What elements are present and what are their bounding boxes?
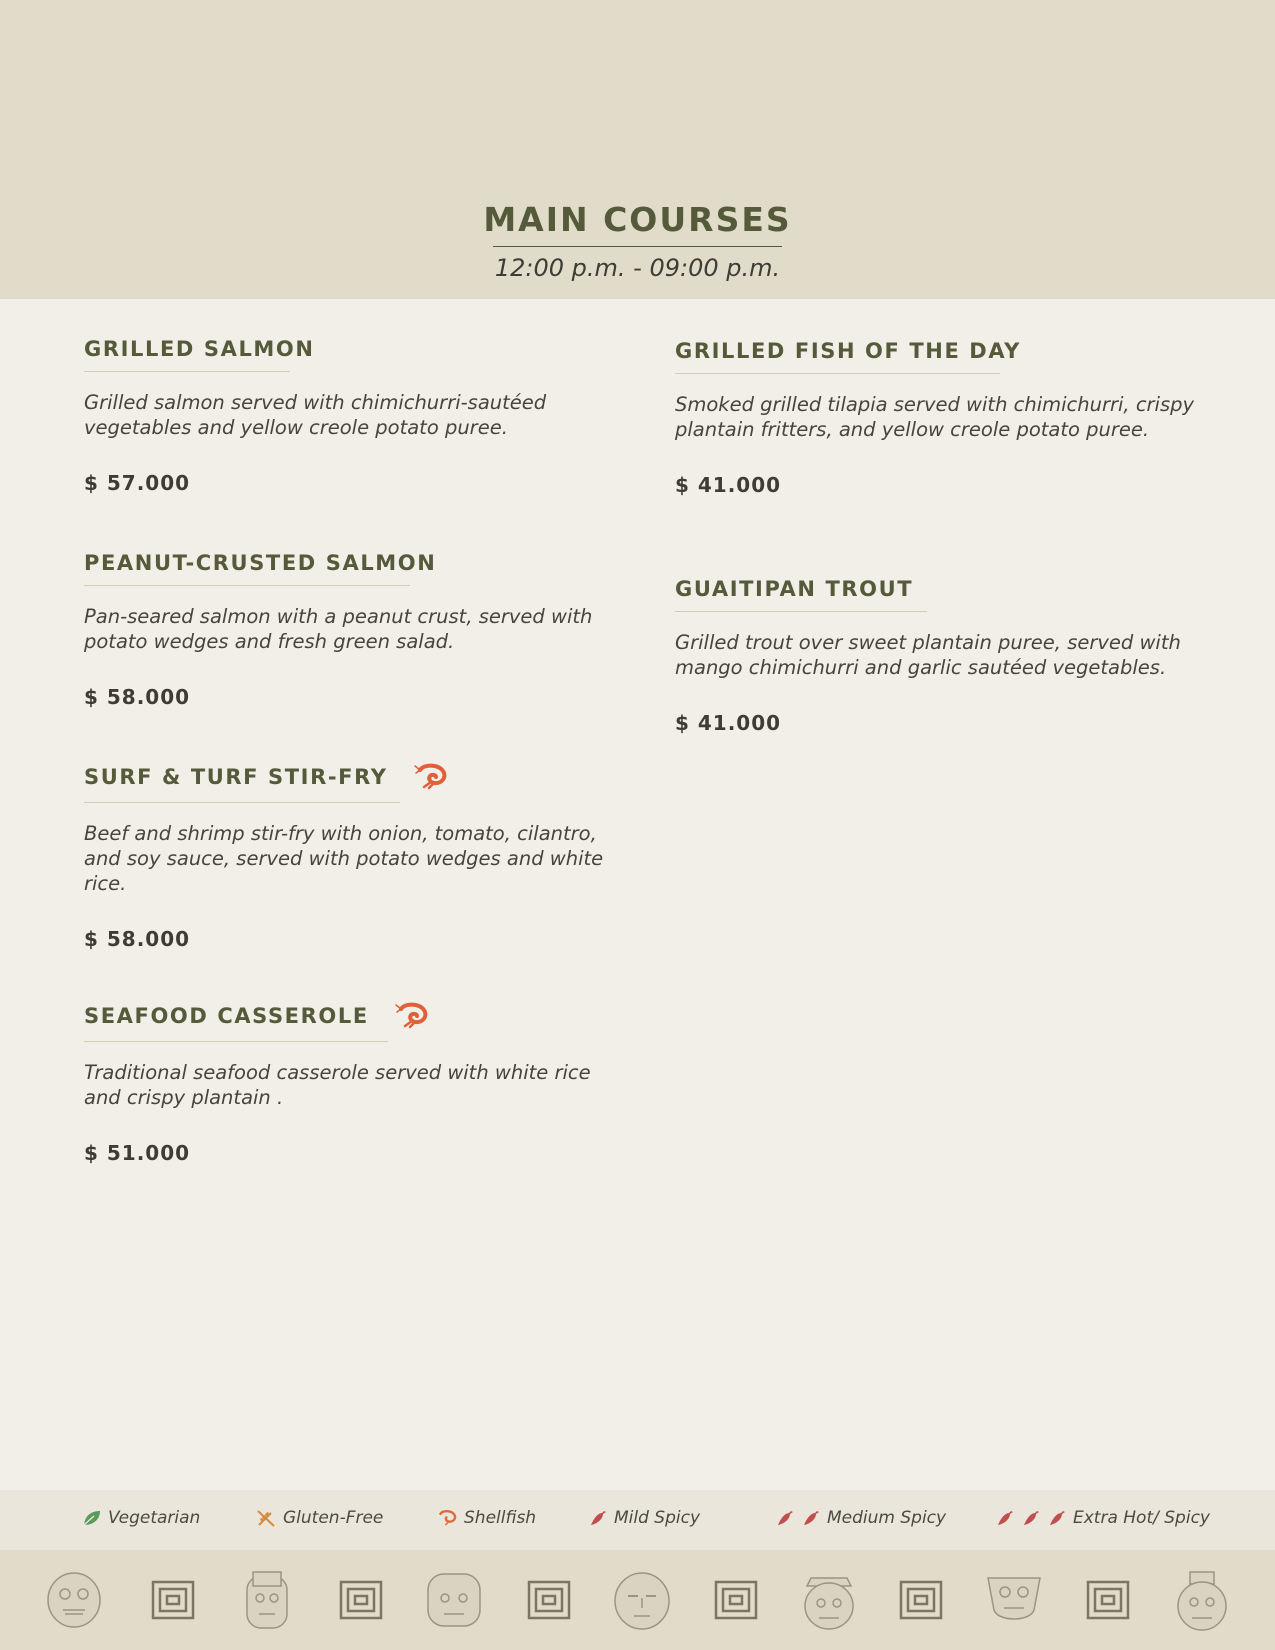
menu-item <box>675 339 1195 497</box>
page-title: MAIN COURSES <box>483 200 792 239</box>
menu-item <box>84 337 604 495</box>
shrimp-icon <box>436 1509 458 1527</box>
item-price: $ 57.000 <box>84 471 191 495</box>
item-price: $ 58.000 <box>84 927 191 951</box>
service-hours: 12:00 p.m. - 09:00 p.m. <box>494 254 781 282</box>
item-divider <box>675 373 1000 374</box>
item-divider <box>675 611 927 612</box>
item-description: Beef and shrimp stir-fry with onion, tomato, cilantro, and soy sauce, served with potato wedges and white rice. <box>84 822 604 895</box>
item-name: GUAITIPAN TROUT <box>675 577 914 601</box>
item-price: $ 58.000 <box>84 685 191 709</box>
shrimp-icon <box>414 762 448 792</box>
shrimp-icon <box>395 1001 429 1031</box>
item-divider <box>84 802 400 803</box>
dietary-legend <box>0 1490 1275 1550</box>
item-price: $ 51.000 <box>84 1141 191 1165</box>
item-description: Grilled salmon served with chimichurri-sautéed vegetables and yellow creole potato puree. <box>84 391 547 439</box>
maze-icon <box>714 1580 758 1620</box>
item-name: GRILLED FISH OF THE DAY <box>675 339 1021 363</box>
maze-icon <box>151 1580 195 1620</box>
item-name: PEANUT-CRUSTED SALMON <box>84 551 437 575</box>
menu-item <box>84 551 604 709</box>
mask-icon <box>43 1570 105 1630</box>
item-description: Traditional seafood casserole served with white rice and crispy plantain . <box>84 1061 591 1109</box>
chili-icon <box>1047 1509 1067 1527</box>
mask-icon <box>801 1570 857 1632</box>
legend-gluten-free: Gluten-Free <box>255 1508 383 1528</box>
wheat-crossed-icon <box>255 1508 277 1528</box>
item-name: SURF & TURF STIR-FRY <box>84 762 604 792</box>
menu-item <box>675 577 1195 735</box>
maze-icon <box>527 1580 571 1620</box>
maze-icon <box>339 1580 383 1620</box>
item-divider <box>84 371 290 372</box>
legend-extra-hot: Extra Hot/ Spicy <box>995 1508 1210 1528</box>
legend-medium-spicy: Medium Spicy <box>775 1508 946 1528</box>
maze-icon <box>1086 1580 1130 1620</box>
maze-icon <box>899 1580 943 1620</box>
item-price: $ 41.000 <box>675 711 782 735</box>
chili-icon <box>1021 1509 1041 1527</box>
item-description: Smoked grilled tilapia served with chimichurri, crispy plantain fritters, and yellow creole potato puree. <box>675 393 1195 441</box>
menu-item <box>84 1001 604 1165</box>
mask-icon <box>424 1570 484 1630</box>
chili-icon <box>775 1509 795 1527</box>
mask-icon <box>984 1570 1044 1628</box>
menu-item <box>84 762 604 951</box>
mask-icon <box>1172 1570 1232 1632</box>
mask-icon <box>239 1570 295 1632</box>
mask-icon <box>612 1570 672 1632</box>
chili-icon <box>995 1509 1015 1527</box>
item-name: SEAFOOD CASSEROLE <box>84 1001 604 1031</box>
chili-icon <box>801 1509 821 1527</box>
chili-icon <box>588 1509 608 1527</box>
item-description: Grilled trout over sweet plantain puree, served with mango chimichurri and garlic sautéed vegetables. <box>675 631 1181 679</box>
leaf-icon <box>82 1509 102 1527</box>
item-divider <box>84 585 410 586</box>
legend-shellfish: Shellfish <box>436 1508 536 1528</box>
item-divider <box>84 1041 388 1042</box>
item-name: GRILLED SALMON <box>84 337 315 361</box>
item-price: $ 41.000 <box>675 473 782 497</box>
title-underline <box>493 246 782 247</box>
legend-mild-spicy: Mild Spicy <box>588 1508 700 1528</box>
footer-ornament-band <box>0 1550 1275 1650</box>
legend-vegetarian: Vegetarian <box>82 1508 200 1528</box>
item-description: Pan-seared salmon with a peanut crust, served with potato wedges and fresh green salad. <box>84 605 593 653</box>
